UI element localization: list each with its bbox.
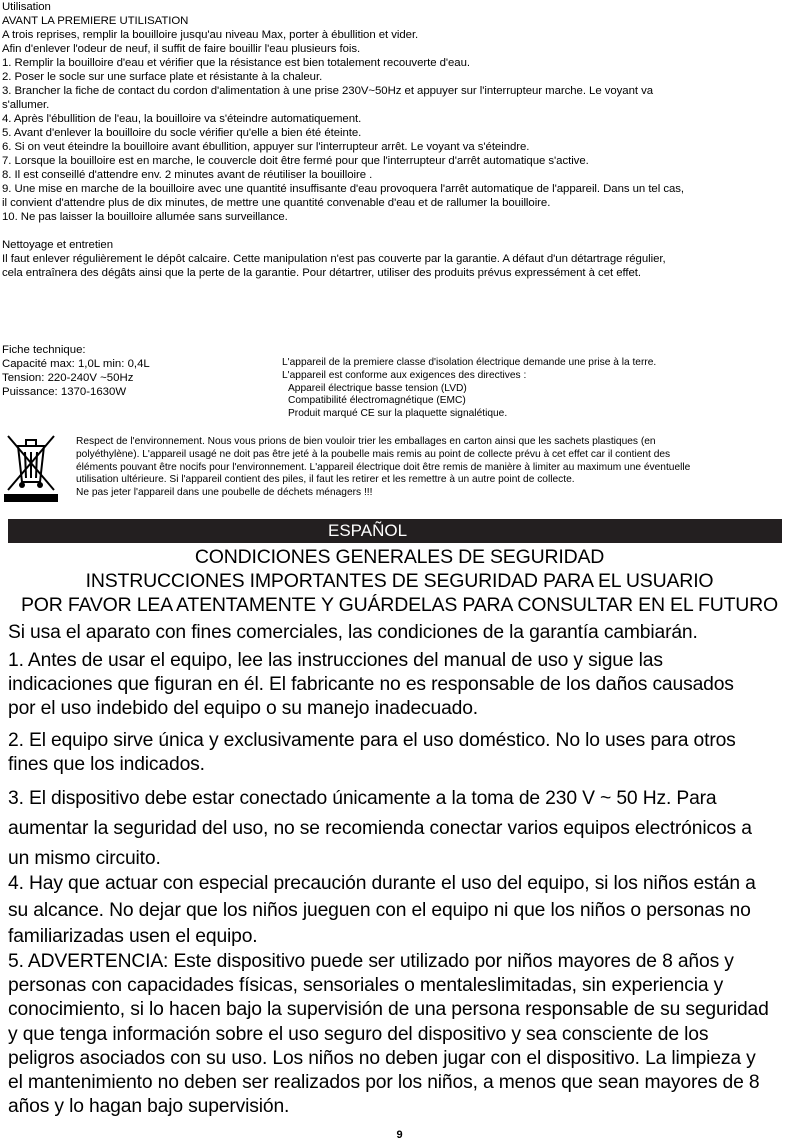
environment-line: Respect de l'environnement. Nous vous prions de bien vouloir trier les emballages en carton ainsi que les sachets plastiques (en bbox=[76, 436, 656, 447]
step-line: 3. Brancher la fiche de contact du cordon d'alimentation à une prise 230V~50Hz et appuyer sur l'interrupteur marche. Le voyant va bbox=[2, 85, 654, 97]
french-usage-section bbox=[2, 0, 796, 280]
before-first-use-heading: AVANT LA PREMIERE UTILISATION bbox=[2, 15, 189, 27]
spec-power: Puissance: 1370-1630W bbox=[2, 386, 127, 398]
item-line: conocimiento, si lo hacen bajo la supervisión de una persona responsable de su seguridad bbox=[8, 999, 769, 1021]
maintenance-line: cela entraînera des dégâts ainsi que la perte de la garantie. Pour détartrer, utiliser des produits prévus expressément à cet effet. bbox=[2, 267, 642, 279]
item-line: 4. Hay que actuar con especial precaución durante el uso del equipo, si los niños están a bbox=[8, 873, 756, 894]
language-bar bbox=[8, 519, 782, 543]
step-line: 7. Lorsque la bouilloire est en marche, le couvercle doit être fermé pour que l'interrupteur d'arrêt automatique s'active. bbox=[2, 155, 589, 167]
item-line: 2. El equipo sirve única y exclusivamente para el uso doméstico. No lo uses para otros bbox=[8, 730, 736, 751]
directive-line: Produit marqué CE sur la plaquette signalétique. bbox=[288, 408, 508, 420]
step-line: 5. Avant d'enlever la bouilloire du socle vérifier qu'elle a bien été éteinte. bbox=[2, 127, 362, 139]
language-label: ESPAÑOL bbox=[328, 521, 408, 540]
item-line: familiarizadas usen el equipo. bbox=[8, 926, 258, 947]
item-line: indicaciones que figuran en él. El fabricante no es responsable de los daños causados bbox=[8, 674, 734, 696]
item-line: años y lo hagan bajo supervisión. bbox=[8, 1096, 290, 1118]
step-line: 2. Poser le socle sur une surface plate et résistante à la chaleur. bbox=[2, 71, 323, 83]
item-line: 5. ADVERTENCIA: Este dispositivo puede ser utilizado por niños mayores de 8 años y bbox=[8, 951, 734, 972]
item-line: 1. Antes de usar el equipo, lee las instrucciones del manual de uso y sigue las bbox=[8, 650, 663, 671]
item-line: fines que los indicados. bbox=[8, 754, 205, 776]
environment-notice bbox=[76, 436, 788, 500]
item-line: personas con capacidades físicas, sensoriales o mentaleslimitadas, sin experiencia y bbox=[8, 975, 724, 997]
safety-subtitle: INSTRUCCIONES IMPORTANTES DE SEGURIDAD PARA EL USUARIO bbox=[85, 570, 714, 592]
item-line: aumentar la seguridad del uso, no se recomienda conectar varios equipos electrónicos a bbox=[8, 818, 752, 839]
item-line: peligros asociados con su uso. Los niños no deben jugar con el dispositivo. La limpieza y bbox=[8, 1047, 756, 1069]
safety-item-2 bbox=[8, 729, 798, 777]
intro-line: Afin d'enlever l'odeur de neuf, il suffit de faire bouillir l'eau plusieurs fois. bbox=[2, 43, 361, 55]
directive-line: Compatibilité électromagnétique (EMC) bbox=[288, 395, 466, 407]
spec-capacity: Capacité max: 1,0L min: 0,4L bbox=[2, 358, 150, 370]
directive-line: Appareil électrique basse tension (LVD) bbox=[288, 382, 467, 394]
page-number: 9 bbox=[396, 1129, 403, 1141]
step-line: s'allumer. bbox=[2, 99, 50, 111]
intro-line: A trois reprises, remplir la bouilloire jusqu'au niveau Max, porter à ébullition et vider. bbox=[2, 29, 419, 41]
item-line: su alcance. No dejar que los niños jueguen con el equipo ni que los niños o personas no bbox=[8, 899, 751, 921]
spec-voltage: Tension: 220-240V ~50Hz bbox=[2, 372, 134, 384]
step-line: 1. Remplir la bouilloire d'eau et vérifier que la résistance est bien totalement recouverte d'eau. bbox=[2, 57, 470, 69]
item-line: por el uso indebido del equipo o su manejo inadecuado. bbox=[8, 698, 479, 720]
environment-line: Ne pas jeter l'appareil dans une poubelle de déchets ménagers !!! bbox=[76, 487, 373, 499]
weee-crossed-bin-icon bbox=[2, 430, 60, 502]
maintenance-heading: Nettoyage et entretien bbox=[2, 239, 113, 251]
safety-title: CONDICIONES GENERALES DE SEGURIDAD bbox=[194, 546, 605, 568]
environment-line: polyéthylène). L'appareil usagé ne doit pas être jeté à la poubelle mais remis au point de collecte prévu à cet effet car il contient des bbox=[76, 448, 671, 460]
technical-specs bbox=[2, 343, 150, 399]
item-line: 3. El dispositivo debe estar conectado únicamente a la toma de 230 V ~ 50 Hz. Para bbox=[8, 788, 717, 809]
step-line: il convient d'attendre plus de dix minutes, de mettre une quantité convenable d'eau et de rallumer la bouilloire. bbox=[2, 197, 551, 209]
maintenance-line: Il faut enlever régulièrement le dépôt calcaire. Cette manipulation n'est pas couverte par la garantie. A défaut d'un détartrage régulier, bbox=[2, 253, 666, 265]
item-line: el mantenimiento no deben ser realizados por los niños, a menos que sean mayores de 8 bbox=[8, 1072, 760, 1094]
environment-line: éléments pouvant être nocifs pour l'environnement. L'appareil électrique doit être remis de manière à limiter au maximum une éventuelle bbox=[76, 461, 691, 473]
item-line: un mismo circuito. bbox=[8, 848, 161, 869]
directive-line: L'appareil est conforme aux exigences des directives : bbox=[282, 369, 527, 381]
directive-line: L'appareil de la premiere classe d'isolation électrique demande une prise à la terre. bbox=[282, 357, 657, 368]
item-line: y que tenga información sobre el uso seguro del dispositivo y sea consciente de los bbox=[8, 1023, 709, 1045]
environment-line: utilisation ultérieure. Si l'appareil contient des piles, il faut les retirer et les remettre à un autre point de collecte. bbox=[76, 474, 575, 486]
step-line: 6. Si on veut éteindre la bouilloire avant ébullition, appuyer sur l'interrupteur arrêt. Le voyant va s'éteindre. bbox=[2, 141, 530, 153]
safety-item-5 bbox=[8, 950, 798, 1119]
step-line: 4. Après l'ébullition de l'eau, la bouilloire va s'éteindre automatiquement. bbox=[2, 113, 362, 125]
safety-item-3 bbox=[8, 784, 798, 874]
step-line: 9. Une mise en marche de la bouilloire avec une quantité insuffisante d'eau provoquera l'arrêt automatique de l'appareil. Dans un tel cas, bbox=[2, 183, 685, 195]
commercial-use-note bbox=[8, 621, 798, 645]
safety-notice: POR FAVOR LEA ATENTAMENTE Y GUÁRDELAS PARA CONSULTAR EN EL FUTURO bbox=[20, 594, 779, 616]
intro-paragraph: Si usa el aparato con fines comerciales, las condiciones de la garantía cambiarán. bbox=[8, 622, 698, 643]
compliance-directives bbox=[282, 357, 656, 421]
step-line: 10. Ne pas laisser la bouilloire allumée sans surveillance. bbox=[2, 211, 288, 223]
safety-item-1 bbox=[8, 649, 798, 722]
specs-heading: Fiche technique: bbox=[2, 344, 86, 356]
step-line: 8. Il est conseillé d'attendre env. 2 minutes avant de réutiliser la bouilloire . bbox=[2, 169, 373, 181]
safety-item-4 bbox=[8, 871, 798, 951]
section-title: Utilisation bbox=[2, 1, 51, 13]
